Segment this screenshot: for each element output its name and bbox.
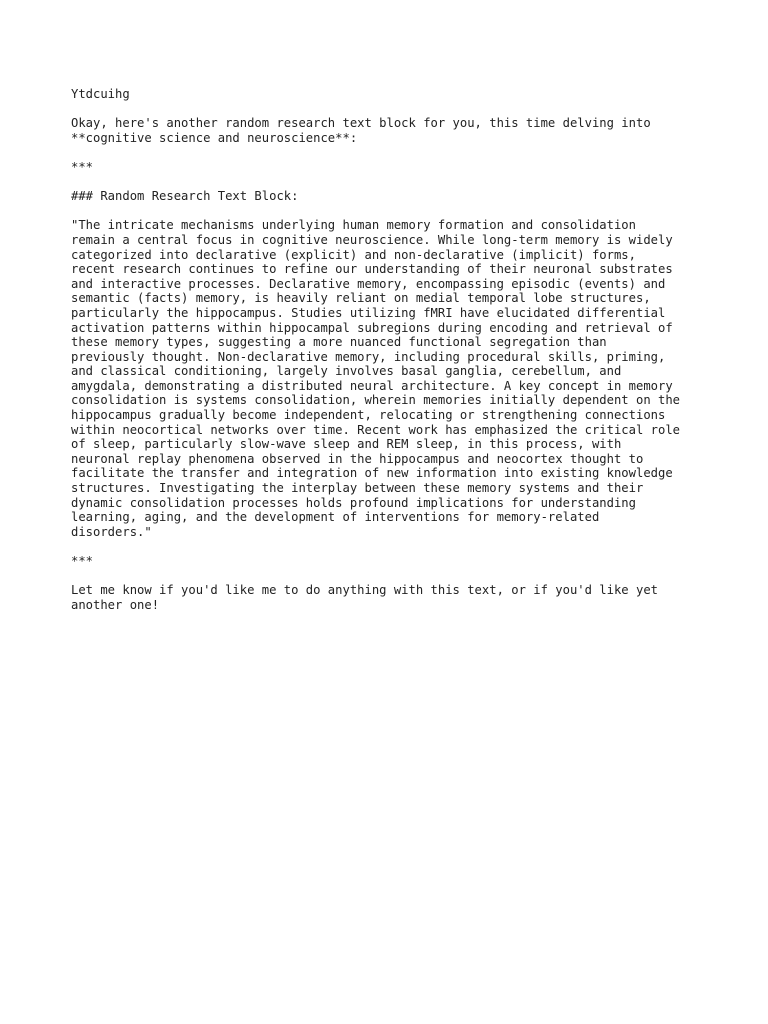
body-line: these memory types, suggesting a more nuanced functional segregation than (71, 335, 607, 350)
body-line: categorized into declarative (explicit) and non-declarative (implicit) forms, (71, 247, 636, 262)
document-page (71, 87, 711, 612)
closing-line: Let me know if you'd like me to do anything with this text, or if you'd like yet (71, 583, 658, 598)
separator-top-block (71, 160, 711, 175)
body-line: of sleep, particularly slow-wave sleep and REM sleep, in this process, with (71, 437, 622, 452)
closing-paragraph (71, 583, 711, 612)
closing-line: another one! (71, 597, 160, 612)
body-line: "The intricate mechanisms underlying human memory formation and consolidation (71, 218, 636, 233)
body-line: remain a central focus in cognitive neuroscience. While long-term memory is widely (71, 232, 673, 247)
document-heading-block (71, 87, 711, 102)
body-line: previously thought. Non-declarative memory, including procedural skills, priming, (71, 349, 666, 364)
intro-line: **cognitive science and neuroscience**: (71, 130, 358, 145)
body-line: facilitate the transfer and integration of new information into existing knowledge (71, 466, 673, 481)
body-line: disorders." (71, 524, 152, 539)
body-line: recent research continues to refine our understanding of their neuronal substrates (71, 262, 673, 277)
body-line: dynamic consolidation processes holds profound implications for understanding (71, 495, 636, 510)
body-line: hippocampus gradually become independent, relocating or strengthening connections (71, 408, 666, 423)
body-paragraph (71, 218, 711, 539)
body-line: within neocortical networks over time. Recent work has emphasized the critical role (71, 422, 681, 437)
body-line: structures. Investigating the interplay between these memory systems and their (71, 481, 644, 496)
body-line: and classical conditioning, largely involves basal ganglia, cerebellum, and (71, 364, 622, 379)
body-line: consolidation is systems consolidation, wherein memories initially dependent on the (71, 393, 681, 408)
body-line: semantic (facts) memory, is heavily reliant on medial temporal lobe structures, (71, 291, 651, 306)
separator-bottom: *** (71, 554, 94, 568)
separator-bottom-block (71, 554, 711, 569)
body-line: neuronal replay phenomena observed in the hippocampus and neocortex thought to (71, 451, 644, 466)
body-line: learning, aging, and the development of interventions for memory-related (71, 510, 600, 525)
intro-line: Okay, here's another random research text block for you, this time delving into (71, 116, 651, 131)
body-line: amygdala, demonstrating a distributed neural architecture. A key concept in memory (71, 378, 673, 393)
body-line: activation patterns within hippocampal subregions during encoding and retrieval of (71, 320, 673, 335)
body-line: and interactive processes. Declarative memory, encompassing episodic (events) and (71, 276, 666, 291)
document-heading: Ytdcuihg (71, 87, 130, 101)
intro-paragraph (71, 116, 711, 145)
separator-top: *** (71, 159, 94, 174)
section-title-block (71, 189, 711, 204)
body-line: particularly the hippocampus. Studies utilizing fMRI have elucidated differential (71, 305, 666, 320)
section-title: ### Random Research Text Block: (71, 189, 299, 204)
